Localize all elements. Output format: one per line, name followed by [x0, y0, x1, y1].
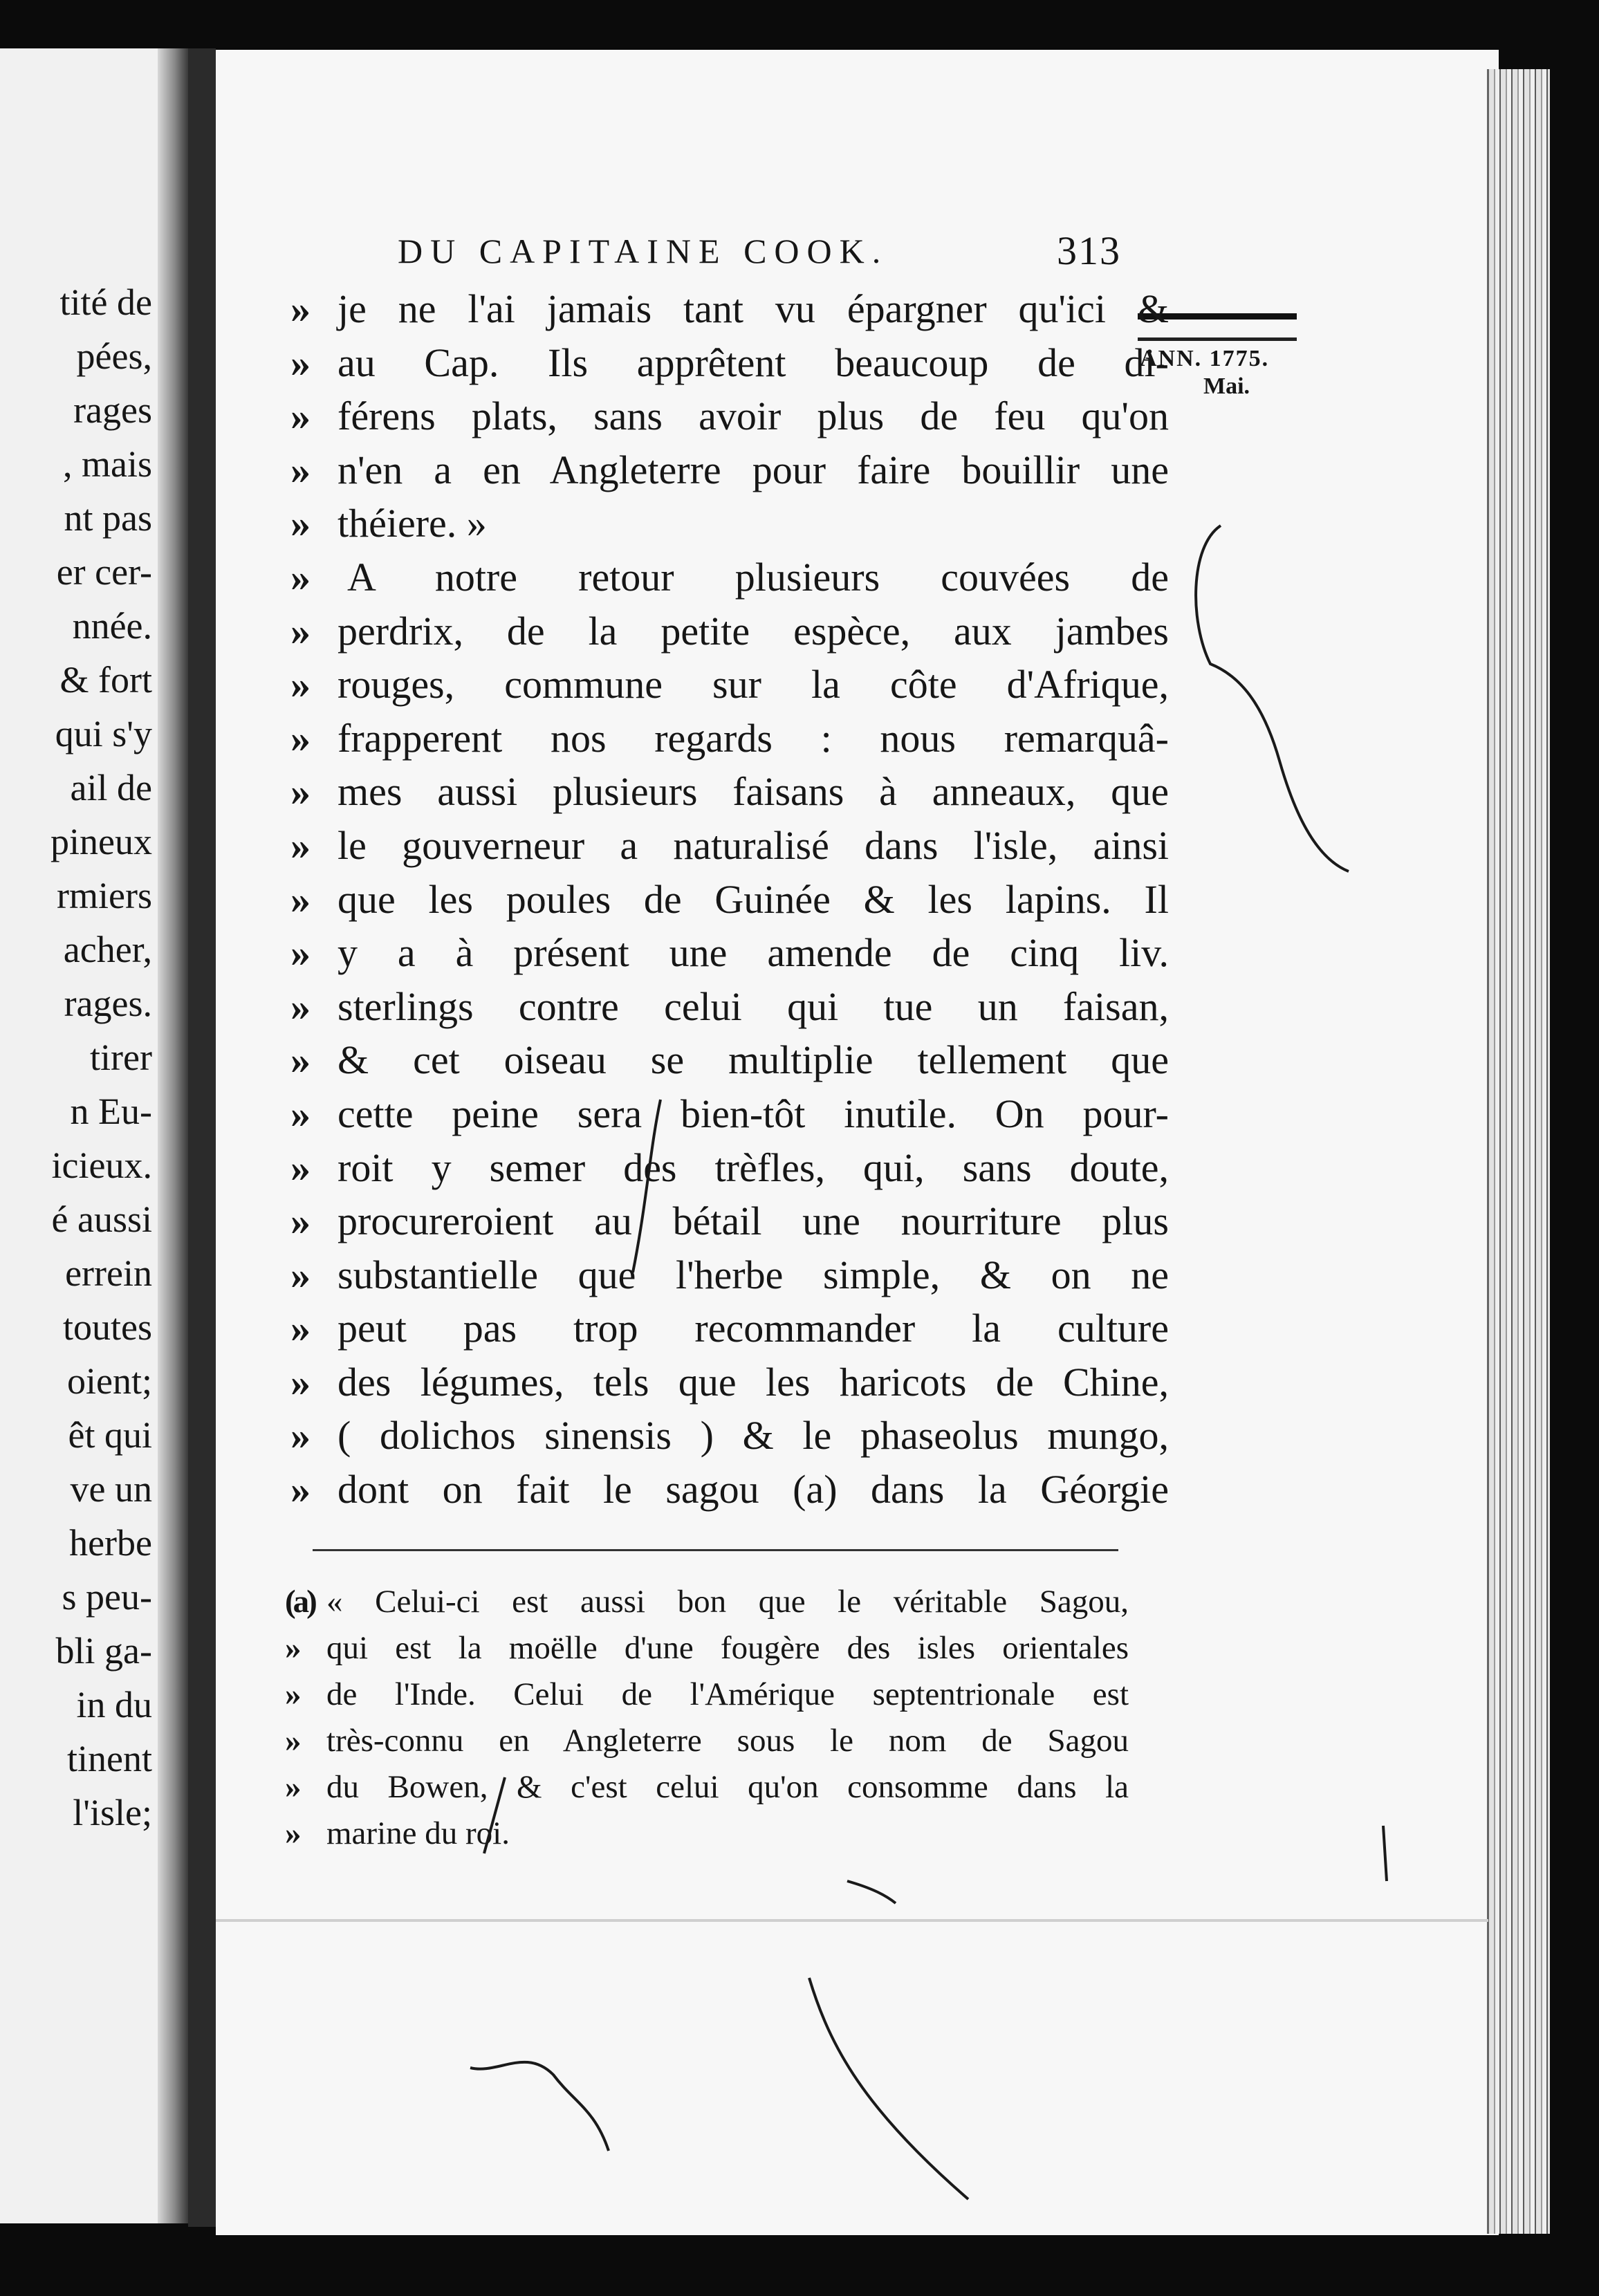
quote-mark: »	[290, 501, 308, 546]
scratch-mark	[470, 2062, 609, 2151]
left-page-fragment: tirer	[90, 1037, 152, 1078]
quote-mark: »	[290, 876, 308, 922]
line-text: y a à présent une amende de cinq liv.	[338, 930, 1169, 976]
line-text: théiere. »	[338, 501, 487, 546]
left-page-fragment: ail de	[70, 767, 152, 808]
scratch-mark	[847, 1881, 896, 1903]
line-text: très-connu en Angleterre sous le nom de Sagou	[326, 1723, 1129, 1759]
quote-mark: »	[285, 1815, 299, 1851]
left-page-fragment: , mais	[63, 443, 152, 485]
left-page-fragment: s peu-	[62, 1576, 152, 1618]
left-page-fragment: l'isle;	[73, 1792, 152, 1833]
left-page-fragment: & fort	[59, 659, 152, 701]
margin-note-month: Mai.	[1203, 373, 1250, 399]
scratch-mark	[484, 1777, 505, 1853]
left-page-fragment: bli ga-	[55, 1630, 152, 1672]
quote-mark: »	[290, 1413, 308, 1459]
left-page-fragment: qui s'y	[55, 713, 152, 754]
quote-mark: »	[290, 662, 308, 707]
quote-mark: »	[290, 1467, 308, 1512]
quote-mark: »	[290, 608, 308, 654]
left-page-fragment: n Eu-	[70, 1091, 152, 1132]
line-text: mes aussi plusieurs faisans à anneaux, que	[338, 769, 1169, 815]
left-page-fragment: tinent	[67, 1738, 152, 1779]
line-text: férens plats, sans avoir plus de feu qu'on	[338, 394, 1169, 439]
left-page-fragment: in du	[76, 1684, 152, 1725]
left-page-fragment: acher,	[63, 929, 152, 970]
page-number: 313	[1057, 228, 1121, 273]
quote-mark: »	[285, 1676, 299, 1712]
scratch-mark	[1196, 526, 1349, 871]
line-text: sterlings contre celui qui tue un faisan,	[338, 983, 1169, 1029]
left-page-fragment: toutes	[63, 1306, 152, 1348]
line-text: n'en a en Angleterre pour faire bouillir une	[338, 447, 1169, 492]
left-page-fragment: nt pas	[64, 497, 152, 539]
left-page-fragment: rages.	[64, 983, 152, 1024]
quote-mark: (a)	[285, 1584, 315, 1620]
line-text: qui est la moëlle d'une fougère des isles orientales	[326, 1630, 1129, 1666]
left-page-fragment: é aussi	[51, 1198, 152, 1240]
line-text: substantielle que l'herbe simple, & on ne	[338, 1252, 1169, 1297]
quote-mark: »	[285, 1769, 299, 1805]
line-text: A notre retour plusieurs couvées de	[347, 554, 1169, 600]
quote-mark: »	[290, 1198, 308, 1244]
line-text: de l'Inde. Celui de l'Amérique septentrionale est	[326, 1676, 1129, 1712]
line-text: rouges, commune sur la côte d'Afrique,	[338, 662, 1169, 707]
quote-mark: »	[290, 1306, 308, 1351]
quote-mark: »	[290, 1359, 308, 1405]
quote-mark: »	[290, 822, 308, 868]
quote-mark: »	[290, 340, 308, 385]
line-text: ( dolichos sinensis ) & le phaseolus mungo,	[338, 1413, 1169, 1459]
left-page-fragment: rages	[73, 389, 152, 431]
scratch-mark	[809, 1978, 968, 2199]
line-text: des légumes, tels que les haricots de Chine,	[338, 1359, 1169, 1405]
left-page-fragment: rmiers	[57, 875, 152, 916]
quote-mark: »	[290, 1252, 308, 1297]
quote-mark: »	[290, 715, 308, 761]
quote-mark: »	[290, 1145, 308, 1190]
left-page-fragment: êt qui	[68, 1414, 152, 1456]
quote-mark: »	[285, 1630, 299, 1666]
quote-mark: »	[290, 394, 308, 439]
line-text: au Cap. Ils apprêtent beaucoup de di-	[338, 340, 1169, 385]
line-text: cette peine sera bien-tôt inutile. On pour-	[338, 1091, 1169, 1136]
line-text: que les poules de Guinée & les lapins. Il	[338, 876, 1169, 922]
line-text: & cet oiseau se multiplie tellement que	[338, 1037, 1169, 1083]
left-page-fragment: errein	[65, 1252, 152, 1294]
line-text: frapperent nos regards : nous remarquâ-	[338, 715, 1169, 761]
line-text: « Celui-ci est aussi bon que le véritable Sagou,	[326, 1584, 1129, 1620]
quote-mark: »	[290, 1037, 308, 1083]
left-page-fragment: herbe	[69, 1522, 152, 1564]
left-page-fragment: oient;	[67, 1360, 152, 1402]
line-text: marine du roi.	[326, 1815, 510, 1851]
left-page-fragment: icieux.	[51, 1145, 152, 1186]
line-text: je ne l'ai jamais tant vu épargner qu'ici &	[338, 286, 1169, 331]
running-head: DU CAPITAINE COOK.	[398, 232, 889, 270]
left-page-fragment: pineux	[50, 821, 152, 862]
left-page-fragment: er cer-	[56, 551, 152, 593]
quote-mark: »	[290, 1091, 308, 1136]
line-text: perdrix, de la petite espèce, aux jambes	[338, 608, 1169, 654]
quote-mark: »	[290, 447, 308, 492]
quote-mark: »	[290, 554, 308, 600]
quote-mark: »	[290, 983, 308, 1029]
left-page-fragment: tité de	[59, 281, 152, 323]
line-text: peut pas trop recommander la culture	[338, 1306, 1169, 1351]
left-page-fragment: nnée.	[72, 605, 152, 647]
margin-note-year: ANN. 1775.	[1140, 346, 1270, 371]
left-page-fragment: pées,	[76, 335, 152, 377]
left-page-fragment: ve un	[70, 1468, 152, 1510]
line-text: le gouverneur a naturalisé dans l'isle, ainsi	[338, 822, 1169, 868]
quote-mark: »	[285, 1723, 299, 1759]
quote-mark: »	[290, 769, 308, 815]
line-text: procureroient au bétail une nourriture plus	[338, 1198, 1169, 1244]
line-text: du Bowen, & c'est celui qu'on consomme dans la	[326, 1769, 1129, 1805]
quote-mark: »	[290, 286, 308, 331]
scratch-mark	[1383, 1826, 1387, 1881]
line-text: roit y semer des trèfles, qui, sans doute,	[338, 1145, 1169, 1190]
scratch-mark	[633, 1100, 660, 1272]
line-text: dont on fait le sagou (a) dans la Géorgie	[338, 1467, 1169, 1512]
quote-mark: »	[290, 930, 308, 976]
